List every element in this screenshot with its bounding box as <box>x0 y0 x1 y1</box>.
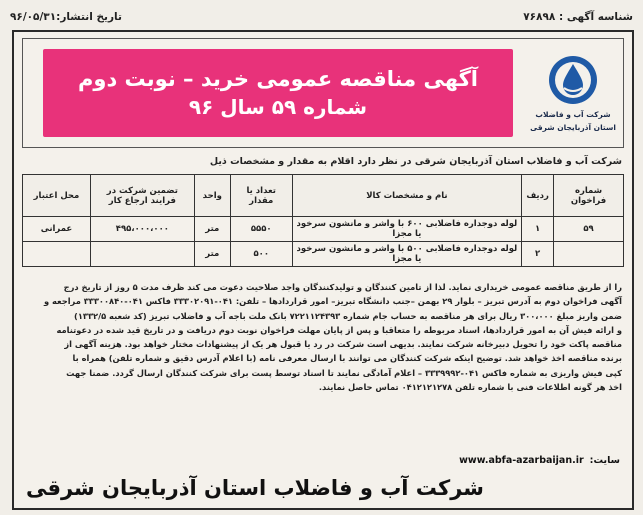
description-line: کپی فیش واریزی به شماره فاکس ۰۴۱-۳۳۳۹۹۹۲ – اعلام آمادگی نمایند تا اسناد توسط پست برای شرکت کنندگان ارسال گردد. ضمنا جهت <box>66 367 622 378</box>
table-header-row <box>23 175 624 217</box>
logo-caption-line1: شرکت آب و فاضلاب <box>535 109 611 119</box>
col-header: تضمین شرکت در فرایند ارجاع کار <box>90 175 194 217</box>
description-line: ضمن واریز مبلغ ۳۰۰،۰۰۰ ریال برای هر مناقصه به حساب جام شماره ۷۲۲۱۱۲۴۳۹۳ بانک ملت باجه آب و فاضلاب تبریز (کد شعبه ۱۳۳۲/۵) <box>74 310 622 321</box>
description-line: برنده مناقصه اخذ خواهد شد. توضیح اینکه شرکت کنندگان می توانند با ارسال معرفی نامه (با اعلام آدرس دقیق و شماره تلفن) همراه با <box>72 353 622 364</box>
logo-caption-line2: استان آذربایجان شرقی <box>530 123 616 132</box>
description-line: و ارائه فیش آن به امور قراردادها، اسناد مربوطه را متعاقبا و پس از پایان مهلت فراخوان نوبت دوم دریافت و در تاریخ قید شده در دعوتنامه <box>56 324 622 335</box>
company-logo <box>523 39 623 147</box>
items-table <box>22 174 624 267</box>
col-header: ردیف <box>522 175 554 217</box>
description-line: مناقصه پاکت خود را تحویل دبیرخانه شرکت نمایند. بدیهی است شرکت در رد یا قبول هر یک از پیشنهادات مختار خواهد بود. هزینه آگهی از <box>64 339 622 350</box>
col-header: محل اعتبار <box>23 175 91 217</box>
ad-frame <box>12 30 634 510</box>
description-line: را از طریق مناقصه عمومی خریداری نماید. لذا از تامین کنندگان و تولیدکنندگان واجد صلاحیت دعوت می کند ظرف مدت ۵ روز از تاریخ درج <box>63 282 622 292</box>
website-label: سایت: <box>589 455 620 466</box>
water-drop-icon <box>547 54 599 106</box>
cell-unit: متر <box>194 242 230 267</box>
publish-date: تاریخ انتشار:۹۶/۰۵/۳۱ <box>10 11 122 23</box>
website-row <box>26 455 620 469</box>
description-line: اخذ هر گونه اطلاعات فنی با شماره تلفن ۰۴۱۲۱۲۱۲۷۸ تماس حاصل نمایند. <box>318 381 622 392</box>
cell-row-number: ۱ <box>522 217 554 242</box>
cell-item-name: لوله دوجداره فاضلابی ۶۰۰ با واشر و مانشون سرخود یا مجزا <box>292 217 521 242</box>
cell-quantity: ۵۰۰ <box>230 242 292 267</box>
ad-title: آگهی مناقصه عمومی خرید – نوبت دوم <box>78 67 478 92</box>
cell-credit-source: عمرانی <box>23 217 91 242</box>
cell-quantity: ۵۵۵۰ <box>230 217 292 242</box>
table-row <box>23 242 624 267</box>
intro-text: شرکت آب و فاضلاب استان آذربایجان شرقی در نظر دارد اقلام به مقدار و مشخصات ذیل <box>209 156 622 167</box>
cell-unit: متر <box>194 217 230 242</box>
col-header: تعداد یا مقدار <box>230 175 292 217</box>
description-text <box>24 280 622 394</box>
cell-item-name: لوله دوجداره فاضلابی ۵۰۰ با واشر و مانشون سرخود یا مجزا <box>292 242 521 267</box>
cell-tender-number <box>554 242 624 267</box>
ad-banner <box>22 38 624 148</box>
ad-subtitle: شماره ۵۹ سال ۹۶ <box>188 94 368 119</box>
cell-credit-source <box>23 242 91 267</box>
cell-guarantee <box>90 242 194 267</box>
cell-tender-number: ۵۹ <box>554 217 624 242</box>
website-url[interactable]: www.abfa-azarbaijan.ir <box>459 455 584 466</box>
cell-row-number: ۲ <box>522 242 554 267</box>
col-header: واحد <box>194 175 230 217</box>
col-header: نام و مشخصات کالا <box>292 175 521 217</box>
company-name-footer: شرکت آب و فاضلاب استان آذربایجان شرقی <box>26 476 484 500</box>
ad-title-box <box>43 49 513 137</box>
ad-number: شناسه آگهی : ۷۶۸۹۸ <box>523 11 633 23</box>
description-line: آگهی فراخوان دوم به آدرس تبریز – بلوار ۲۹ بهمن –جنب دانشگاه تبریز– امور قراردادها – تلفن: ۰۴۱-۳۳۳۰۲۰۹۱ فاکس ۰۴۱-۳۳۳۰۰۸۴۰ مراجعه و <box>43 296 622 307</box>
cell-guarantee: ۴۹۵،۰۰۰،۰۰۰ <box>90 217 194 242</box>
table-row <box>23 217 624 242</box>
ad-header-line <box>10 6 633 28</box>
col-header: شماره فراخوان <box>554 175 624 217</box>
